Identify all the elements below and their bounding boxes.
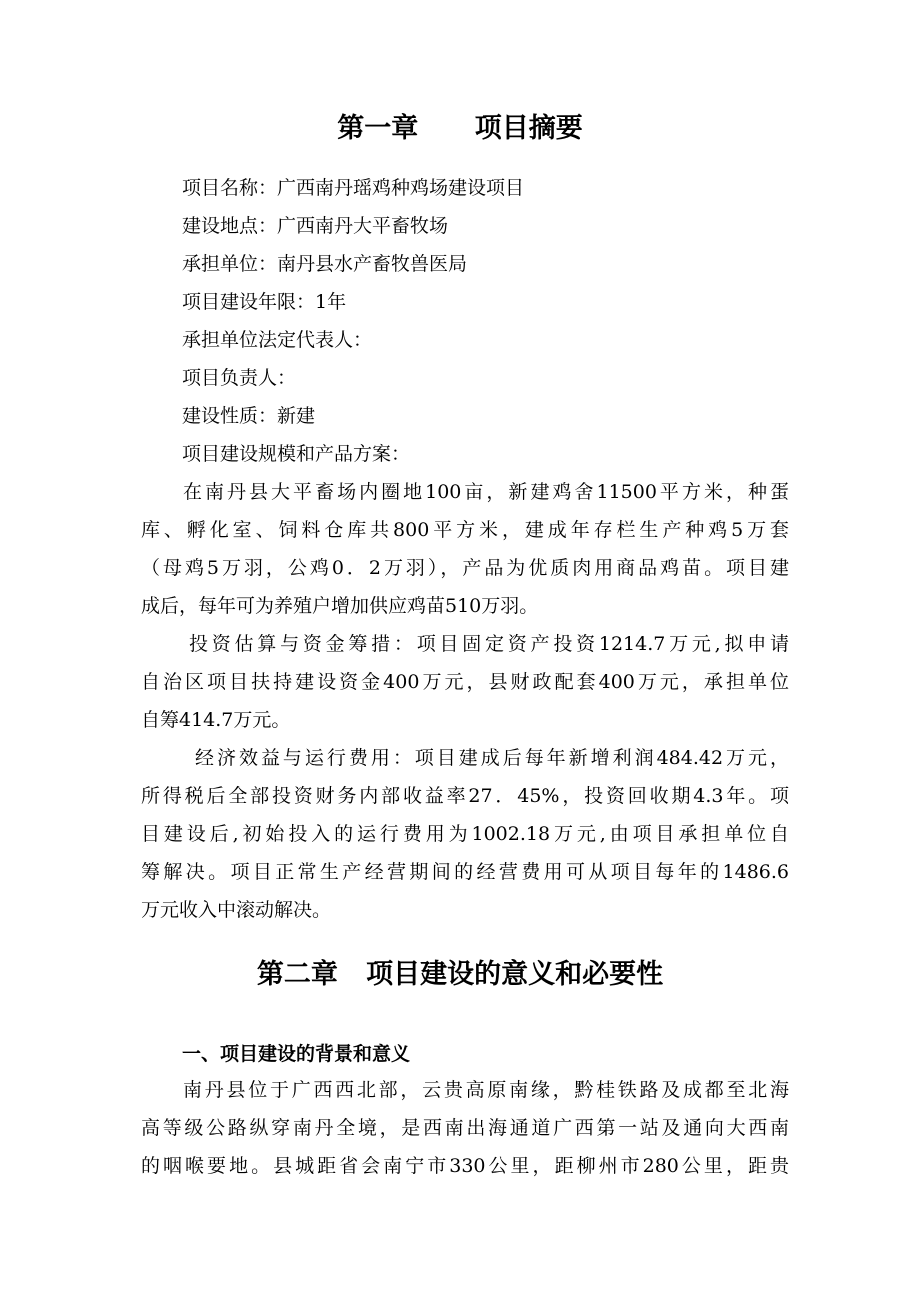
paragraph-line: 南丹县位于广西西北部，云贵高原南缘，黔桂铁路及成都至北海	[183, 1079, 789, 1101]
paragraph-line: 高等级公路纵穿南丹全境，是西南出海通道广西第一站及通向大西南	[141, 1117, 789, 1139]
paragraph-line: 自筹414.7万元。	[141, 709, 291, 731]
scale-paragraph	[141, 473, 789, 625]
paragraph-line: 库、孵化室、饲料仓库共800平方米，建成年存栏生产种鸡5万套	[141, 519, 789, 541]
construction-nature-line: 建设性质：新建	[182, 405, 316, 427]
project-leader-line: 项目负责人：	[182, 367, 297, 389]
paragraph-line: 自治区项目扶持建设资金400万元，县财政配套400万元，承担单位	[141, 671, 789, 693]
paragraph-line: 的咽喉要地。县城距省会南宁市330公里，距柳州市280公里，距贵	[141, 1155, 789, 1177]
paragraph-line: 筹解决。项目正常生产经营期间的经营费用可从项目每年的1486.6	[141, 861, 789, 883]
paragraph-line: 所得税后全部投资财务内部收益率27．45%，投资回收期4.3年。项	[141, 785, 789, 807]
project-name-line: 项目名称：广西南丹瑶鸡种鸡场建设项目	[182, 177, 525, 199]
benefit-paragraph	[141, 739, 789, 929]
paragraph-line: （母鸡5万羽，公鸡0．2万羽），产品为优质肉用商品鸡苗。项目建	[141, 557, 789, 579]
paragraph-line: 经济效益与运行费用：项目建成后每年新增利润484.42万元，	[195, 747, 789, 769]
paragraph-line: 成后，每年可为养殖户增加供应鸡苗510万羽。	[141, 595, 539, 617]
background-paragraph	[141, 1071, 789, 1185]
paragraph-line: 万元收入中滚动解决。	[141, 899, 332, 921]
investment-paragraph	[141, 625, 789, 739]
paragraph-line: 目建设后,初始投入的运行费用为1002.18万元,由项目承担单位自	[141, 823, 789, 845]
paragraph-line: 投资估算与资金筹措：项目固定资产投资1214.7万元,拟申请	[189, 633, 789, 655]
paragraph-line: 在南丹县大平畜场内圈地100亩，新建鸡舍11500平方米，种蛋	[183, 481, 789, 503]
chapter-1-title: 第一章 项目摘要	[337, 113, 583, 144]
chapter-2-title: 第二章 项目建设的意义和必要性	[256, 959, 664, 990]
legal-representative-line: 承担单位法定代表人：	[182, 329, 373, 351]
section-1-heading: 一、项目建设的背景和意义	[182, 1043, 411, 1065]
duration-line: 项目建设年限：1年	[182, 291, 347, 313]
scale-heading-line: 项目建设规模和产品方案：	[182, 443, 411, 465]
responsible-unit-line: 承担单位：南丹县水产畜牧兽医局	[182, 253, 468, 275]
location-line: 建设地点：广西南丹大平畜牧场	[182, 215, 449, 237]
